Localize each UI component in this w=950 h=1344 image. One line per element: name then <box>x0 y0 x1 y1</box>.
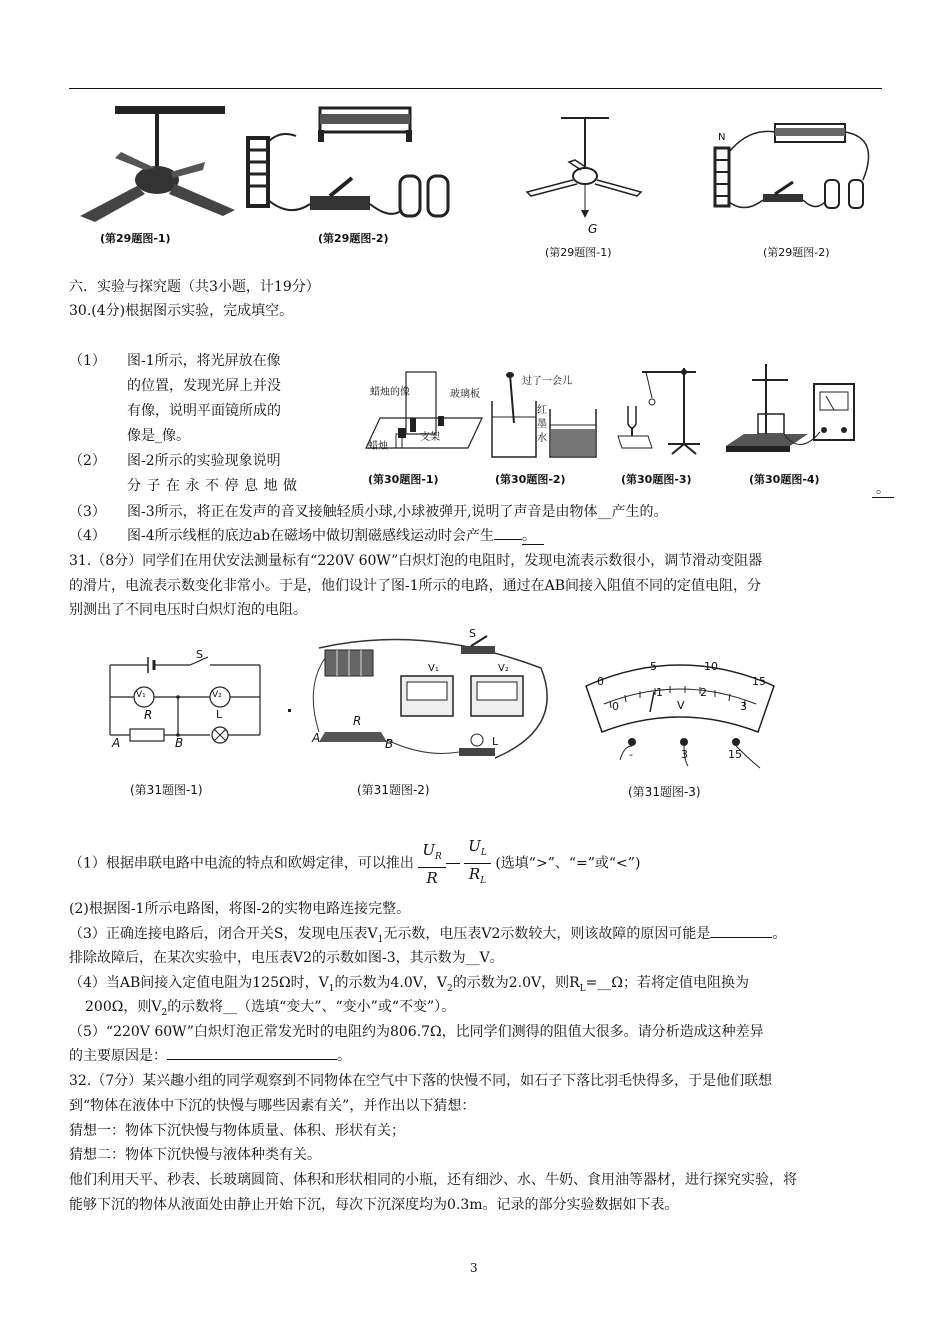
fig31-1-label-B: B <box>175 736 184 750</box>
fig31-1-circuit-diagram <box>100 645 280 755</box>
q30-item4-text-b: 。 <box>522 528 544 545</box>
q31-part5-line1: （5）“220V 60W”白炽灯泡正常发光时的电阻约为806.7Ω，比同学们测得的阻值大很多。请分析造成这种差异 <box>69 1024 764 1040</box>
fig30-1-label-image: 蜡烛的像 <box>370 387 410 398</box>
q31-part4-text-c: 的示数为2.0V，则R <box>452 975 580 991</box>
q30-item1-line: 有像，说明平面镜所成的 <box>127 403 281 419</box>
q30-item1-text <box>127 351 327 451</box>
fig29-cap1: (第29题图-1) <box>545 246 612 259</box>
fraction-sub-R: R <box>435 851 442 862</box>
fraction-sub-L: L <box>480 848 487 858</box>
fig30-2-label-ink1: 红 <box>537 405 547 416</box>
fig31-1-label-A: A <box>112 736 121 750</box>
q30-item2-line: 图-2所示的实验现象说明 <box>127 453 281 469</box>
fig31-1-label-V1: V₁ <box>136 690 146 700</box>
fig30-cap3: (第30题图-3) <box>621 473 692 486</box>
q30-item2-number: （2） <box>69 453 106 469</box>
fig31-2-physical-circuit-image <box>305 628 555 768</box>
q31-part4-line2: 200Ω，则$V_2$的示数将__（选填“变大”、“变小”或“不变”）。 <box>85 999 456 1018</box>
q30-item2-tail <box>872 478 894 498</box>
q32-line2: 到“物体在液体中下沉的快慢与哪些因素有关”，并作出以下猜想： <box>69 1098 476 1114</box>
fraction-U: U <box>422 840 436 859</box>
q32-line1: 32.（7分）某兴趣小组的同学观察到不同物体在空气中下落的快慢不同，如石子下落比羽毛快得多，于是他们联想 <box>69 1073 773 1089</box>
q30-item1-line: 像是_像。 <box>127 428 190 444</box>
fig30-2-label-after: 过了一会儿 <box>522 376 572 387</box>
q31-part4-l2-a: 200Ω，则V <box>85 999 162 1015</box>
fig31-3-top-tick: 15 <box>752 675 766 688</box>
q31-part2: (2)根据图-1所示电路图，将图-2的实物电路连接完整。 <box>69 901 411 917</box>
q31-part3-text-b: 无示数，电压表V2示数较大，则该故障的原因可能是 <box>383 926 711 942</box>
fig31-2-label-V2: V₂ <box>498 663 509 674</box>
fig29-1-bold-fan-image <box>75 98 245 228</box>
fig31-3-terminal: - <box>629 748 633 761</box>
q31-fraction-UL-over-RL <box>464 836 491 891</box>
q31-fraction-UR-over-R <box>418 840 445 888</box>
fig30-1-label-candle: 蜡烛 <box>368 441 388 452</box>
q32-line5: 他们利用天平、秒表、长玻璃圆筒、体积和形状相同的小瓶，还有细沙、水、牛奶、食用油等器材，进行探究实验，将 <box>69 1172 797 1188</box>
fig29-cap1-bold: (第29题图-1) <box>100 232 171 245</box>
q32-line3: 猜想一：物体下沉快慢与物体质量、体积、形状有关； <box>69 1123 405 1139</box>
q32-line6: 能够下沉的物体从液面处由静止开始下沉，每次下沉深度均为0.3m。记录的部分实验数据如下表。 <box>69 1197 679 1213</box>
q31-part4-text-b: 的示数为4.0V，V <box>334 975 447 991</box>
fig30-2-label-ink3: 水 <box>537 433 547 444</box>
q30-item1-number: （1） <box>69 353 106 369</box>
q31-part4-text-a: （4）当AB间接入定值电阻为125Ω时，V <box>69 975 329 991</box>
fig31-3-bottom-tick: 0 <box>612 700 619 713</box>
q30-item4-number: （4） <box>69 528 106 544</box>
fig31-cap3: (第31题图-3) <box>628 785 701 799</box>
q31-part5-text-b: 。 <box>337 1048 351 1064</box>
fig31-cap2: (第31题图-2) <box>357 783 430 797</box>
fig29-cap2-bold: (第29题图-2) <box>318 232 389 245</box>
q31-part4-line1: （4）当AB间接入定值电阻为125Ω时，$V_1$的示数为4.0V，$V_2$的示数为2.0V，则$R_L=\_\_\Omega$；若将定值电阻换为 <box>69 975 749 994</box>
fig30-3-tuning-fork-image <box>612 362 712 462</box>
q30-item1-line: 的位置，发现光屏上并没 <box>127 378 281 394</box>
fig30-cap2: (第30题图-2) <box>495 473 566 486</box>
q30-item2-tail-text: 。 <box>872 481 894 498</box>
q31-part4-l2-b: 的示数将__（选填“变大”、“变小”或“不变”）。 <box>167 999 456 1015</box>
fig31-3-unit: V <box>677 699 685 712</box>
fraction-R: R <box>426 868 438 887</box>
fig31-3-top-tick: 5 <box>650 660 657 673</box>
fig30-2-label-ink2: 墨 <box>537 419 547 430</box>
fig31-3-bottom-tick: 2 <box>700 686 707 699</box>
q31-part4-text-d: =__Ω；若将定值电阻换为 <box>585 975 749 991</box>
fig31-3-voltmeter-dial <box>580 650 780 780</box>
fig31-1-label-V2: V₂ <box>212 690 222 700</box>
q31-part5-blank <box>167 1059 337 1060</box>
fig29-1-fan-image <box>525 112 645 232</box>
fig31-3-terminal: 15 <box>728 748 742 761</box>
fig31-dot <box>288 709 291 712</box>
q30-item1-line: 图-1所示，将光屏放在像 <box>127 353 281 369</box>
section6-heading: 六．实验与探究题（共3小题，计19分） <box>69 279 320 295</box>
fig31-2-label-V1: V₁ <box>428 663 439 674</box>
fig31-1-label-S: S <box>196 648 203 661</box>
q30-item4-blank <box>494 539 522 540</box>
page-number: 3 <box>470 1261 478 1275</box>
fraction-sub-L: L <box>480 876 487 886</box>
q31-part5-text-a: 的主要原因是： <box>69 1048 167 1064</box>
fig30-cap4: (第30题图-4) <box>749 473 820 486</box>
fig29-label-G: G <box>588 222 598 236</box>
fig31-2-label-R: R <box>353 714 362 728</box>
q31-part5-line2 <box>69 1046 351 1066</box>
fraction-R: R <box>468 865 481 883</box>
q30-item3-number: （3） <box>69 504 106 520</box>
q31-part3-blank <box>710 937 772 938</box>
q30-item2-line: 分子在永不停息地做 <box>127 478 303 494</box>
fig29-2-circuit-image <box>705 118 885 218</box>
fig31-3-top-tick: 0 <box>597 675 604 688</box>
q31-part3-line2: 排除故障后，在某次实验中，电压表V2的示数如图-3，其示数为__V。 <box>69 950 504 966</box>
fig31-2-label-A: A <box>312 731 321 745</box>
fig29-label-N: N <box>718 132 726 143</box>
fig30-4-induction-image <box>720 360 860 464</box>
fig31-3-bottom-tick: 3 <box>740 700 747 713</box>
q31-intro-line3: 别测出了不同电压时白炽灯泡的电阻。 <box>69 602 307 618</box>
fig30-1-label-stand: 支架 <box>420 432 440 443</box>
q30-item2-text <box>127 451 327 501</box>
q30-intro: 30.(4分)根据图示实验，完成填空。 <box>69 303 294 319</box>
fig31-1-label-R: R <box>144 708 153 722</box>
q31-part1-blank <box>446 863 460 864</box>
q31-intro-line2: 的滑片，电流表示数变化非常小。于是，他们设计了图-1所示的电路，通过在AB间接入阻值不同的定值电阻，分 <box>69 578 762 594</box>
fig30-cap1: (第30题图-1) <box>368 473 439 486</box>
q31-intro-line1: 31.（8分）同学们在用伏安法测量标有“220V 60W”白炽灯泡的电阻时，发现电流表示数很小，调节滑动变阻器 <box>69 553 763 569</box>
q30-item4-text-a: 图-4所示线框的底边ab在磁场中做切割磁感线运动时会产生 <box>127 528 494 544</box>
fig29-cap2: (第29题图-2) <box>763 246 830 259</box>
q30-item4-text <box>127 526 544 547</box>
fig31-2-label-S: S <box>469 627 476 640</box>
q31-part3-line1: （3）正确连接电路后，闭合开关S，发现电压表$V_1$无示数，电压表V2示数较大，则该故障的原因可能是 。 <box>69 926 787 945</box>
header-rule <box>69 88 882 89</box>
fig31-cap1: (第31题图-1) <box>130 783 203 797</box>
fig31-2-label-B: B <box>385 737 394 751</box>
fraction-U: U <box>468 837 481 855</box>
q31-part1-text-a: （1）根据串联电路中电流的特点和欧姆定律，可以推出 <box>69 855 414 872</box>
q31-part1 <box>69 836 640 891</box>
q31-part1-text-b: (选填“>”、“=”或“<”) <box>495 855 641 872</box>
fig31-3-bottom-tick: 1 <box>656 686 663 699</box>
fig31-3-terminal: 3 <box>681 748 688 761</box>
fig31-2-label-L: L <box>492 735 499 748</box>
fig30-1-label-glass: 玻璃板 <box>450 389 480 400</box>
q31-part3-text-c: 。 <box>772 926 787 942</box>
q30-item3-text: 图-3所示，将正在发声的音叉接触轻质小球,小球被弹开,说明了声音是由物体__产生的。 <box>127 504 668 520</box>
fig31-1-label-L: L <box>216 708 223 721</box>
fig29-2-bold-circuit-image <box>240 100 470 230</box>
fig31-3-top-tick: 10 <box>704 660 718 673</box>
q32-line4: 猜想二：物体下沉快慢与液体种类有关。 <box>69 1147 321 1163</box>
q31-part3-text-a: （3）正确连接电路后，闭合开关S，发现电压表V <box>69 926 378 942</box>
